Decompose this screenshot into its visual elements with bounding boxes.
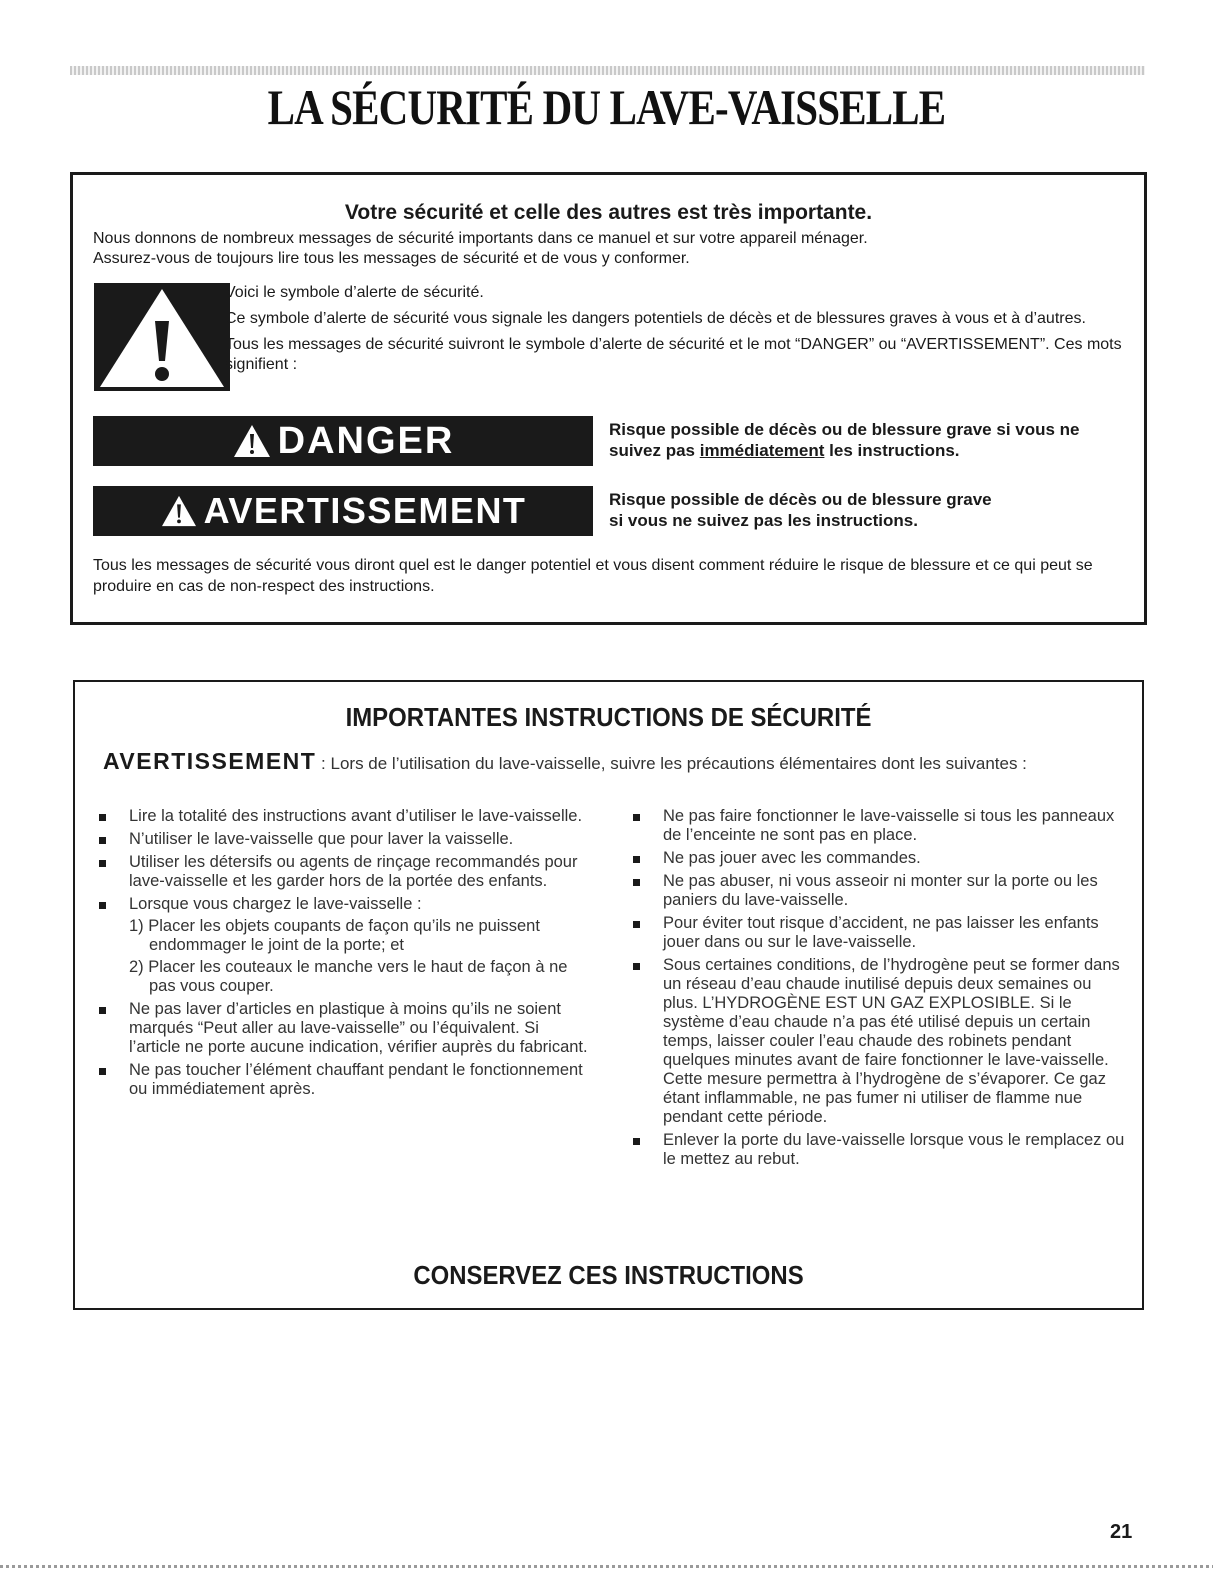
list-item <box>89 830 589 849</box>
safety-message-box <box>70 172 1147 625</box>
list-item-text: Enlever la porte du lave-vaisselle lorsque vous le remplacez ou le mettez au rebut. <box>663 1131 1125 1168</box>
page-number: 21 <box>1110 1521 1133 1543</box>
list-item <box>623 956 1128 1127</box>
square-bullet-icon <box>99 1068 106 1075</box>
warning-text-line-1: Risque possible de décès ou de blessure grave <box>609 490 992 509</box>
safety-box-heading: Votre sécurité et celle des autres est très importante. <box>344 201 873 224</box>
square-bullet-icon <box>633 963 640 970</box>
square-bullet-icon <box>633 814 640 821</box>
instructions-left-column <box>89 807 589 1103</box>
symbol-line: Voici le symbole d’alerte de sécurité. <box>225 284 484 301</box>
intro-line-1: Nous donnons de nombreux messages de sécurité importants dans ce manuel et sur votre appareil ménager. <box>93 230 868 247</box>
danger-description <box>609 419 1129 461</box>
warning-description <box>609 489 1129 531</box>
list-item <box>89 853 589 891</box>
list-item <box>89 1061 589 1099</box>
list-item-text: Lorsque vous chargez le lave-vaisselle : <box>129 895 422 913</box>
alert-triangle-icon <box>232 423 272 459</box>
save-instructions-heading: CONSERVEZ CES INSTRUCTIONS <box>413 1260 804 1290</box>
list-item-text: Ne pas abuser, ni vous asseoir ni monter sur la porte ou les paniers du lave-vaisselle. <box>663 872 1098 909</box>
list-item <box>623 914 1128 952</box>
danger-text-emphasis: immédiatement <box>699 441 825 460</box>
list-item <box>623 1131 1128 1169</box>
warning-label: AVERTISSEMENT <box>203 490 527 531</box>
list-item-text: Ne pas laver d’articles en plastique à moins qu’ils ne soient marqués “Peut aller au lave-vaisselle” ou l’équivalent. Si l’article ne porte aucune indication, vérifier auprès du fabricant. <box>129 1000 588 1056</box>
instructions-right-column <box>623 807 1128 1173</box>
list-item-text: Lire la totalité des instructions avant d’utiliser le lave-vaisselle. <box>129 807 583 825</box>
symbol-follow: Tous les messages de sécurité suivront le symbole d’alerte de sécurité et le mot “DANGER” ou “AVERTISSEMENT”. Ces mots signifient : <box>225 336 1122 373</box>
square-bullet-icon <box>99 902 106 909</box>
loading-step: 2) Placer les couteaux le manche vers le haut de façon à ne pas vous couper. <box>129 958 568 995</box>
list-item-text: Ne pas jouer avec les commandes. <box>663 849 921 867</box>
instructions-warning <box>103 750 1113 775</box>
alert-triangle-icon <box>160 494 198 528</box>
instructions-box <box>73 680 1144 1310</box>
danger-text-part: Risque possible de décès ou de blessure grave si vous ne suivez pas <box>609 420 1080 460</box>
list-item-text: Ne pas toucher l’élément chauffant pendant le fonctionnement ou immédiatement après. <box>129 1061 583 1098</box>
danger-banner <box>93 416 593 466</box>
square-bullet-icon <box>633 856 640 863</box>
warning-text-line-2: si vous ne suivez pas les instructions. <box>609 511 918 530</box>
list-item-text: Sous certaines conditions, de l’hydrogène peut se former dans un réseau d’eau chaude inutilisé depuis deux semaines ou plus. L’HYDROGÈNE EST UN GAZ EXPLOSIBLE. Si le système d’eau chaude n’a pas été utilisé depuis un certain temps, laisser couler l’eau chaude des robinets pendant quelques minutes avant de faire fonctionner le lave-vaisselle. Cette mesure permettra à l’hydrogène de s’évaporer. Ce gaz étant inflammable, ne pas fumer ni utiliser de flamme nue pendant cette période. <box>663 956 1120 1126</box>
list-item-text: N’utiliser le lave-vaisselle que pour laver la vaisselle. <box>129 830 514 848</box>
warning-banner <box>93 486 593 536</box>
square-bullet-icon <box>633 921 640 928</box>
square-bullet-icon <box>633 879 640 886</box>
square-bullet-icon <box>99 837 106 844</box>
danger-label: DANGER <box>277 419 455 462</box>
loading-step: 1) Placer les objets coupants de façon qu’ils ne puissent endommager le joint de la porte; et <box>129 917 540 954</box>
list-item <box>623 807 1128 845</box>
list-item <box>89 807 589 826</box>
symbol-desc: Ce symbole d’alerte de sécurité vous signale les dangers potentiels de décès et de blessures graves à vous et à d’autres. <box>225 310 1086 327</box>
list-item <box>89 1000 589 1057</box>
intro-line-2: Assurez-vous de toujours lire tous les messages de sécurité et de vous y conformer. <box>93 250 690 267</box>
warning-word: AVERTISSEMENT <box>103 748 317 774</box>
bottom-dotted-rule <box>0 1565 1213 1568</box>
page-title: LA SÉCURITÉ DU LAVE-VAISSELLE <box>267 79 946 135</box>
top-decorative-rule <box>70 66 1145 75</box>
danger-text-end: les instructions. <box>824 441 960 460</box>
list-item-text: Ne pas faire fonctionner le lave-vaisselle si tous les panneaux de l’enceinte ne sont pas en place. <box>663 807 1115 844</box>
square-bullet-icon <box>99 1007 106 1014</box>
safety-intro <box>93 229 1133 269</box>
square-bullet-icon <box>633 1138 640 1145</box>
instructions-heading: IMPORTANTES INSTRUCTIONS DE SÉCURITÉ <box>345 702 872 732</box>
safety-closing: Tous les messages de sécurité vous diront quel est le danger potentiel et vous disent comment réduire le risque de blessure et ce qui peut se produire en cas de non-respect des instructions. <box>93 557 1093 595</box>
list-item <box>623 849 1128 868</box>
list-item-text: Utiliser les détersifs ou agents de rinçage recommandés pour lave-vaisselle et les garder hors de la portée des enfants. <box>129 853 578 890</box>
warning-intro: : Lors de l’utilisation du lave-vaisselle, suivre les précautions élémentaires dont les suivantes : <box>316 754 1027 773</box>
list-item <box>89 895 589 996</box>
square-bullet-icon <box>99 860 106 867</box>
safety-alert-triangle-icon <box>94 283 230 391</box>
list-item <box>623 872 1128 910</box>
symbol-description <box>225 283 1135 381</box>
square-bullet-icon <box>99 814 106 821</box>
loading-steps <box>129 917 589 996</box>
list-item-text: Pour éviter tout risque d’accident, ne pas laisser les enfants jouer dans ou sur le lave-vaisselle. <box>663 914 1099 951</box>
